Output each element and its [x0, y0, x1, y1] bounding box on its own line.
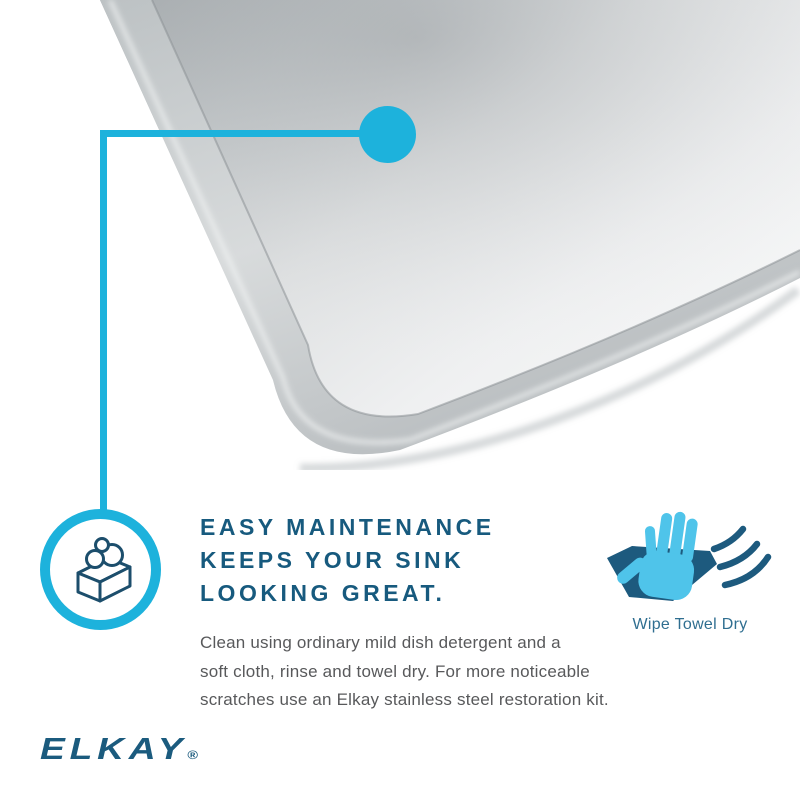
body-copy	[200, 629, 680, 715]
elkay-logo	[40, 731, 198, 767]
wipe-towel-icon	[592, 505, 788, 609]
wipe-towel-label: Wipe Towel Dry	[632, 616, 748, 633]
callout-dot	[359, 106, 416, 163]
wipe-towel-block	[583, 505, 797, 634]
motion-swoosh-lines	[714, 529, 768, 585]
headline	[200, 511, 640, 610]
body-line-3: scratches use an Elkay stainless steel restoration kit.	[200, 690, 609, 709]
elkay-logo-text: ELKAY	[40, 731, 188, 766]
body-line-2: soft cloth, rinse and towel dry. For more noticeable	[200, 661, 590, 681]
soap-badge-circle	[40, 509, 161, 630]
headline-line-3: LOOKING GREAT.	[200, 580, 446, 606]
headline-line-2: KEEPS YOUR SINK	[200, 547, 465, 573]
registered-mark: ®	[187, 748, 198, 762]
callout-line-horizontal	[100, 130, 390, 137]
callout-line-vertical	[100, 130, 107, 513]
body-line-1: Clean using ordinary mild dish detergent and a	[200, 633, 561, 652]
soap-suds-icon	[64, 533, 138, 607]
headline-line-1: EASY MAINTENANCE	[200, 514, 495, 540]
